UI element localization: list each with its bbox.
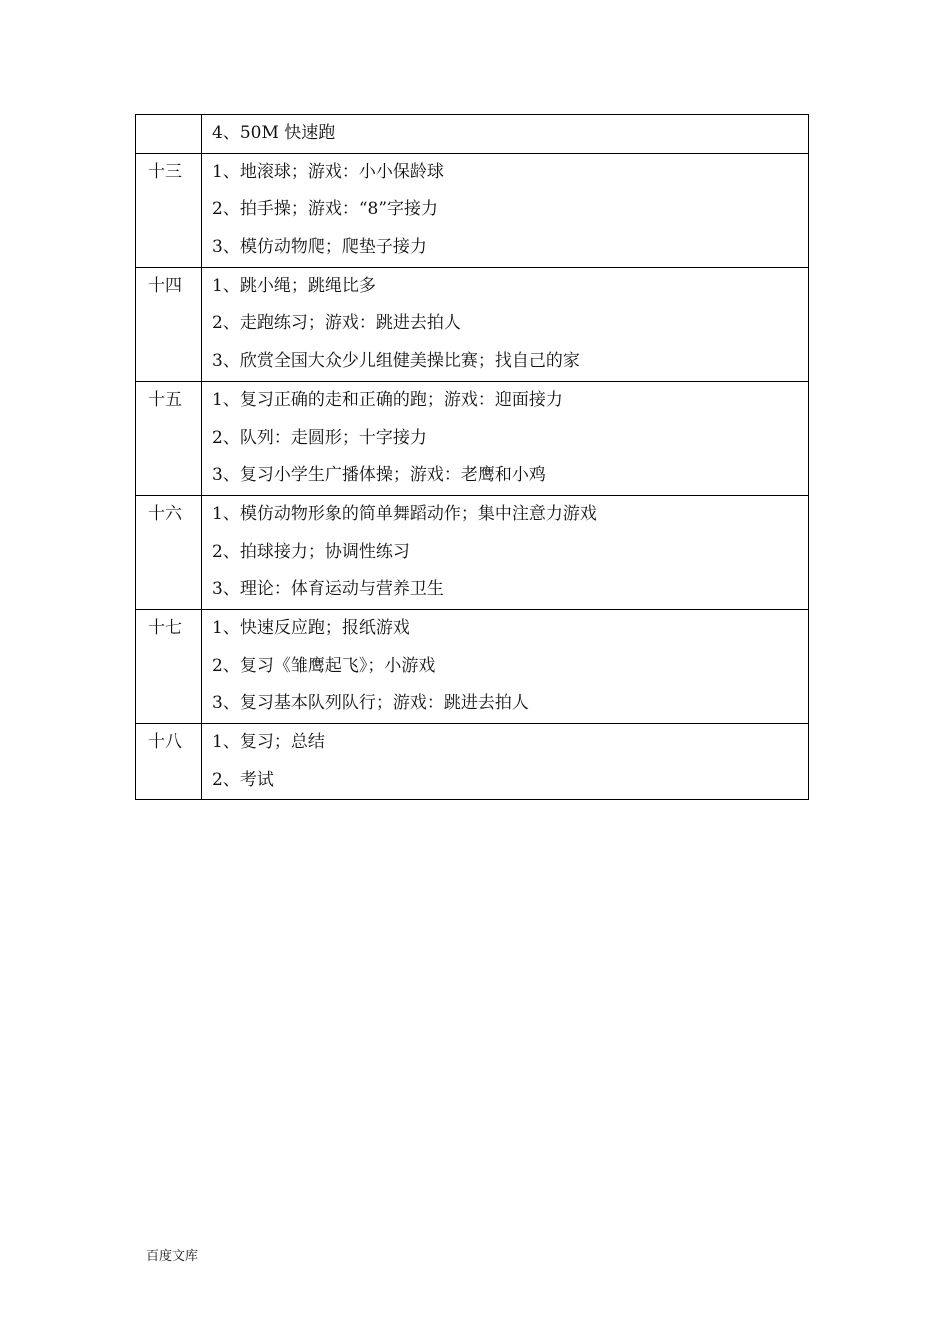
list-item: 2、考试 (212, 769, 274, 790)
week-cell: 十四 (136, 267, 202, 381)
content-cell (202, 495, 809, 609)
week-cell (136, 115, 202, 154)
list-item: 3、理论：体育运动与营养卫生 (212, 579, 444, 600)
content-cell (202, 267, 809, 381)
list-item: 1、复习正确的走和正确的跑；游戏：迎面接力 (212, 389, 563, 410)
list-item: 3、模仿动物爬；爬垫子接力 (212, 237, 427, 258)
list-item: 2、队列：走圆形；十字接力 (212, 427, 427, 448)
content-cell (202, 115, 809, 154)
table-row (136, 609, 809, 723)
week-cell: 十五 (136, 381, 202, 495)
list-item: 2、走跑练习；游戏：跳进去拍人 (212, 313, 461, 334)
list-item: 1、地滚球；游戏：小小保龄球 (212, 161, 444, 182)
list-item: 1、跳小绳；跳绳比多 (212, 275, 376, 296)
list-item: 2、拍手操；游戏：“8”字接力 (212, 199, 439, 220)
list-item: 3、复习小学生广播体操；游戏：老鹰和小鸡 (212, 465, 546, 486)
week-cell: 十八 (136, 724, 202, 800)
list-item: 2、复习《雏鹰起飞》；小游戏 (212, 655, 436, 676)
schedule-table (135, 114, 809, 800)
list-item: 3、复习基本队列队行；游戏：跳进去拍人 (212, 693, 529, 714)
table-row (136, 724, 809, 800)
table-row (136, 115, 809, 154)
table-row (136, 495, 809, 609)
content-cell (202, 609, 809, 723)
list-item: 3、欣赏全国大众少儿组健美操比赛；找自己的家 (212, 351, 580, 372)
table-row (136, 153, 809, 267)
week-cell: 十三 (136, 153, 202, 267)
week-cell: 十六 (136, 495, 202, 609)
list-item: 1、模仿动物形象的简单舞蹈动作；集中注意力游戏 (212, 503, 597, 524)
list-item: 1、复习；总结 (212, 732, 325, 752)
content-cell (202, 381, 809, 495)
footer-watermark: 百度文库 (146, 1249, 199, 1264)
table-row (136, 267, 809, 381)
table-row (136, 381, 809, 495)
list-item: 4、50M 快速跑 (212, 123, 336, 143)
list-item: 1、快速反应跑；报纸游戏 (212, 617, 410, 638)
content-cell (202, 724, 809, 800)
list-item: 2、拍球接力；协调性练习 (212, 541, 410, 562)
content-cell (202, 153, 809, 267)
week-cell: 十七 (136, 609, 202, 723)
